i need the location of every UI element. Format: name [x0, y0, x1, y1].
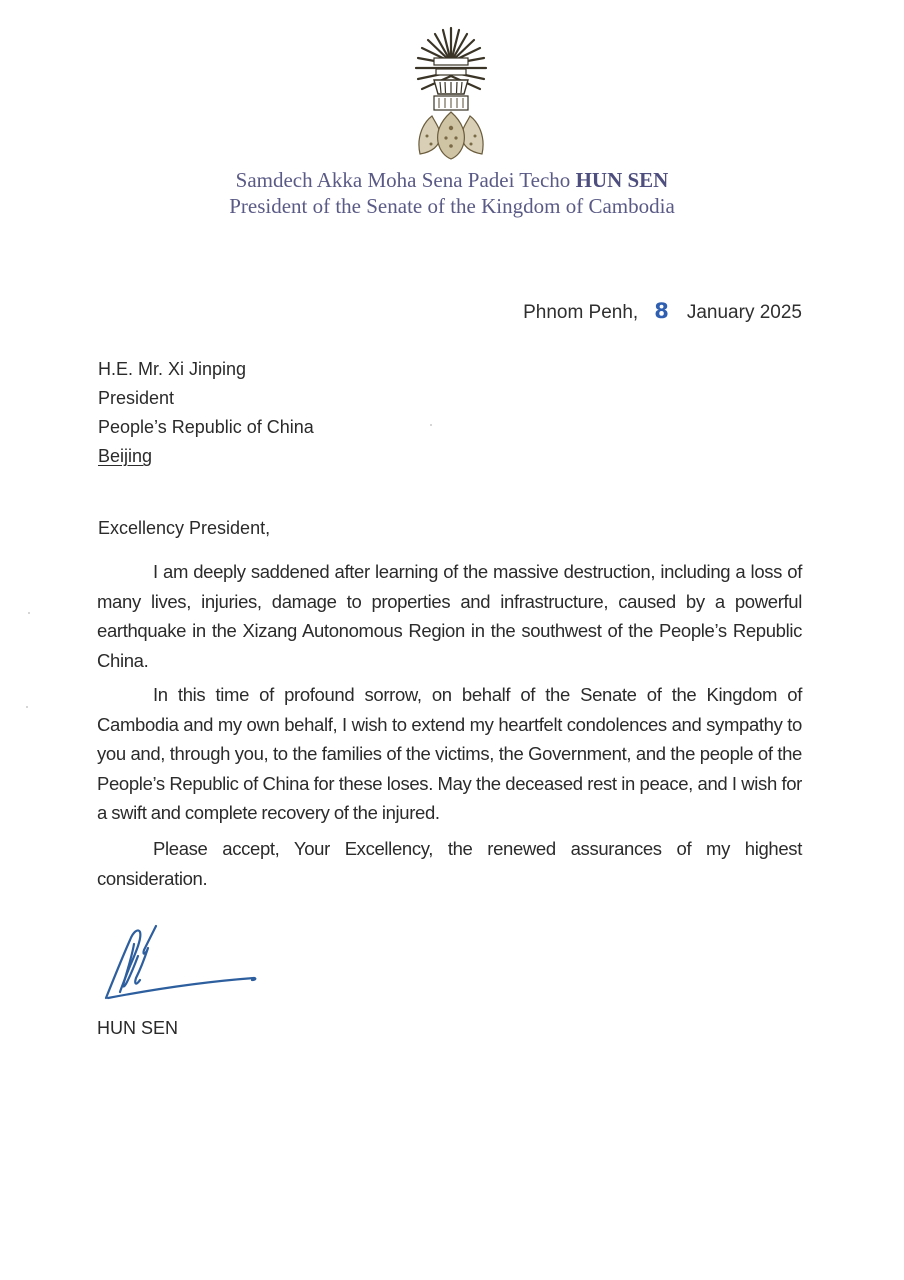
paragraph-2	[97, 680, 802, 828]
date-place: Phnom Penh,	[523, 302, 639, 323]
date-day: 8	[654, 299, 669, 323]
salutation: Excellency President,	[98, 518, 271, 538]
recipient-block	[98, 355, 314, 471]
paragraph-2-text: In this time of profound sorrow, on behalf of the Senate of the Kingdom of Cambodia and my own behalf, I wish to extend my heartfelt condolences and sympathy to you and, through you, to the families of the victims, the Government, and the people of the People’s Republic of China for these loses. May the deceased rest in peace, and I wish for a swift and complete recovery of the injured.	[97, 684, 802, 823]
scan-speck	[26, 706, 28, 708]
letterhead-name: HUN SEN	[575, 168, 669, 192]
letterhead-position: President of the Senate of the Kingdom of Cambodia	[229, 194, 675, 218]
letterhead-honorific: Samdech Akka Moha Sena Padei Techo	[235, 168, 576, 192]
date-month-year: January 2025	[686, 302, 802, 323]
date-line	[523, 299, 802, 324]
recipient-country: People’s Republic of China	[98, 417, 314, 437]
scan-speck	[430, 424, 432, 426]
paragraph-3	[97, 834, 802, 893]
paragraph-1	[97, 557, 802, 675]
recipient-title: President	[98, 388, 175, 408]
letterhead-title	[0, 167, 904, 193]
recipient-name: H.E. Mr. Xi Jinping	[98, 359, 247, 379]
scan-speck	[28, 612, 30, 614]
paragraph-1-text: I am deeply saddened after learning of the massive destruction, including a loss of many lives, injuries, damage to properties and infrastructure, caused by a powerful earthquake in the Xizang Autonomous Region in the southwest of the People’s Republic China.	[97, 561, 802, 671]
signer-name: HUN SEN	[97, 1018, 179, 1038]
handwritten-signature-icon	[100, 922, 260, 1007]
recipient-city: Beijing	[98, 446, 153, 466]
paragraph-3-text: Please accept, Your Excellency, the renewed assurances of my highest consideration.	[97, 838, 802, 889]
royal-emblem-icon	[412, 24, 490, 160]
